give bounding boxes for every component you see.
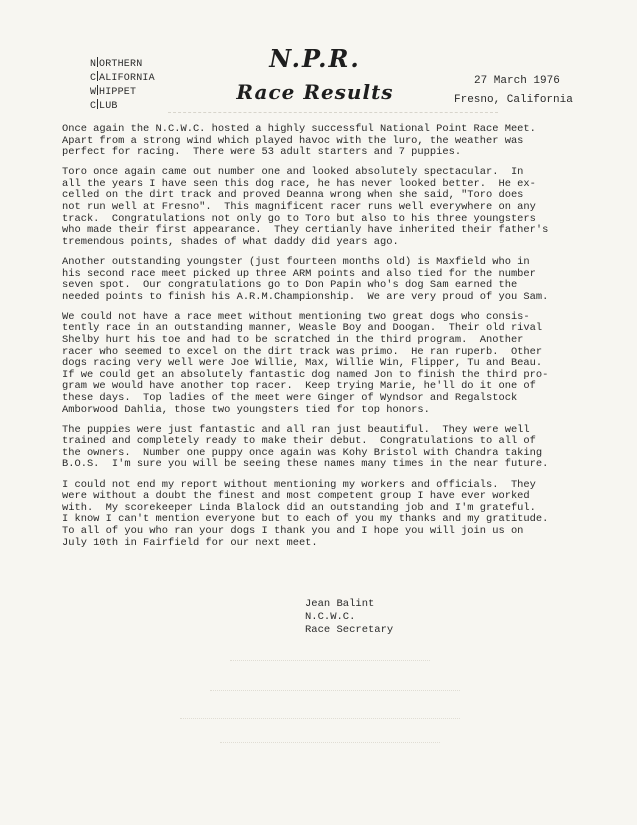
signature-block <box>305 598 393 637</box>
signer-org: N.C.W.C. <box>305 611 356 623</box>
divider <box>97 71 98 81</box>
club-line <box>90 71 155 85</box>
club-name-block <box>90 57 155 113</box>
club-line <box>90 57 155 71</box>
letter-date: 27 March 1976 <box>474 75 560 87</box>
club-initial: N <box>90 59 97 70</box>
bleed-through-line <box>220 742 440 744</box>
club-line <box>90 99 155 113</box>
paragraph: I could not end my report without mentioning my workers and officials. They were without a doubt the finest and most competent group I have ever worked with. My scorekeeper Linda Blalock did an outstanding job and I'm grateful. I know I can't mention everyone but to each of you my thanks and my gratitude. To all of you who ran your dogs I thank you and I hope you will join us on July 10th in Fairfield for our next meet. <box>62 478 549 549</box>
club-initial: W <box>90 87 97 98</box>
document-title: N.P.R. <box>269 44 361 73</box>
bleed-through-line <box>168 112 498 114</box>
club-word: HIPPET <box>99 87 137 98</box>
club-word: ORTHERN <box>99 59 143 70</box>
club-line <box>90 85 155 99</box>
divider <box>97 99 98 109</box>
bleed-through-line <box>210 690 460 692</box>
paragraph: We could not have a race meet without mentioning two great dogs who consis- tently race in an outstanding manner, Weasle Boy and Doogan. Their old rival Shelby hurt his toe and had to be scratched in the third program. Another racer who seemed to excel on the dirt track was primo. He ran ruperb. Other dogs racing very well were Joe Willie, Max, Willie Win, Flipper, Tu and Beau. If we could get an absolutely fantastic dog named Jon to finish the third pro- gram we would have another top racer. Keep trying Marie, he'll do it one of these days. Top ladies of the meet were Ginger of Wyndsor and Regalstock Amborwood Dahlia, those two youngsters tied for top honors. <box>62 310 549 416</box>
divider <box>97 85 98 95</box>
signer-role: Race Secretary <box>305 624 394 636</box>
club-word: LUB <box>99 101 118 112</box>
bleed-through-line <box>180 718 460 720</box>
club-word: ALIFORNIA <box>99 73 155 84</box>
paragraph: Toro once again came out number one and looked absolutely spectacular. In all the years I have seen this dog race, he has never looked better. He ex- celled on the dirt track and proved Deanna wrong when she said, "Toro does not run well at Fresno". This magnificent racer runs well everywhere on any track. Congratulations not only go to Toro but also to his three youngsters who made their first appearance. They certianly have inherited their father's tremendous points, shades of what daddy did years ago. <box>62 166 549 248</box>
club-initial: C <box>90 73 97 84</box>
club-initial: C <box>90 101 97 112</box>
letter-body <box>62 124 582 558</box>
paragraph: Another outstanding youngster (just fourteen months old) is Maxfield who in his second race meet picked up three ARM points and also tied for the number seven spot. Our congratulations go to Don Papin who's dog Sam earned the needed points to finish his A.R.M.Championship. We are very proud of you Sam. <box>62 255 549 303</box>
divider <box>97 57 98 67</box>
document-subtitle: Race Results <box>236 80 394 104</box>
bleed-through-line <box>230 660 430 662</box>
letter-place: Fresno, California <box>454 94 573 106</box>
paragraph: Once again the N.C.W.C. hosted a highly successful National Point Race Meet. Apart from a strong wind which played havoc with the luro, the weather was perfect for racing. There were 53 adult starters and 7 puppies. <box>62 123 536 159</box>
signer-name: Jean Balint <box>305 598 375 610</box>
paragraph: The puppies were just fantastic and all ran just beautiful. They were well trained and completely ready to make their debut. Congratulations to all of the owners. Number one puppy once again was Kohy Bristol with Chandra taking B.O.S. I'm sure you will be seeing these names many times in the near future. <box>62 423 549 471</box>
